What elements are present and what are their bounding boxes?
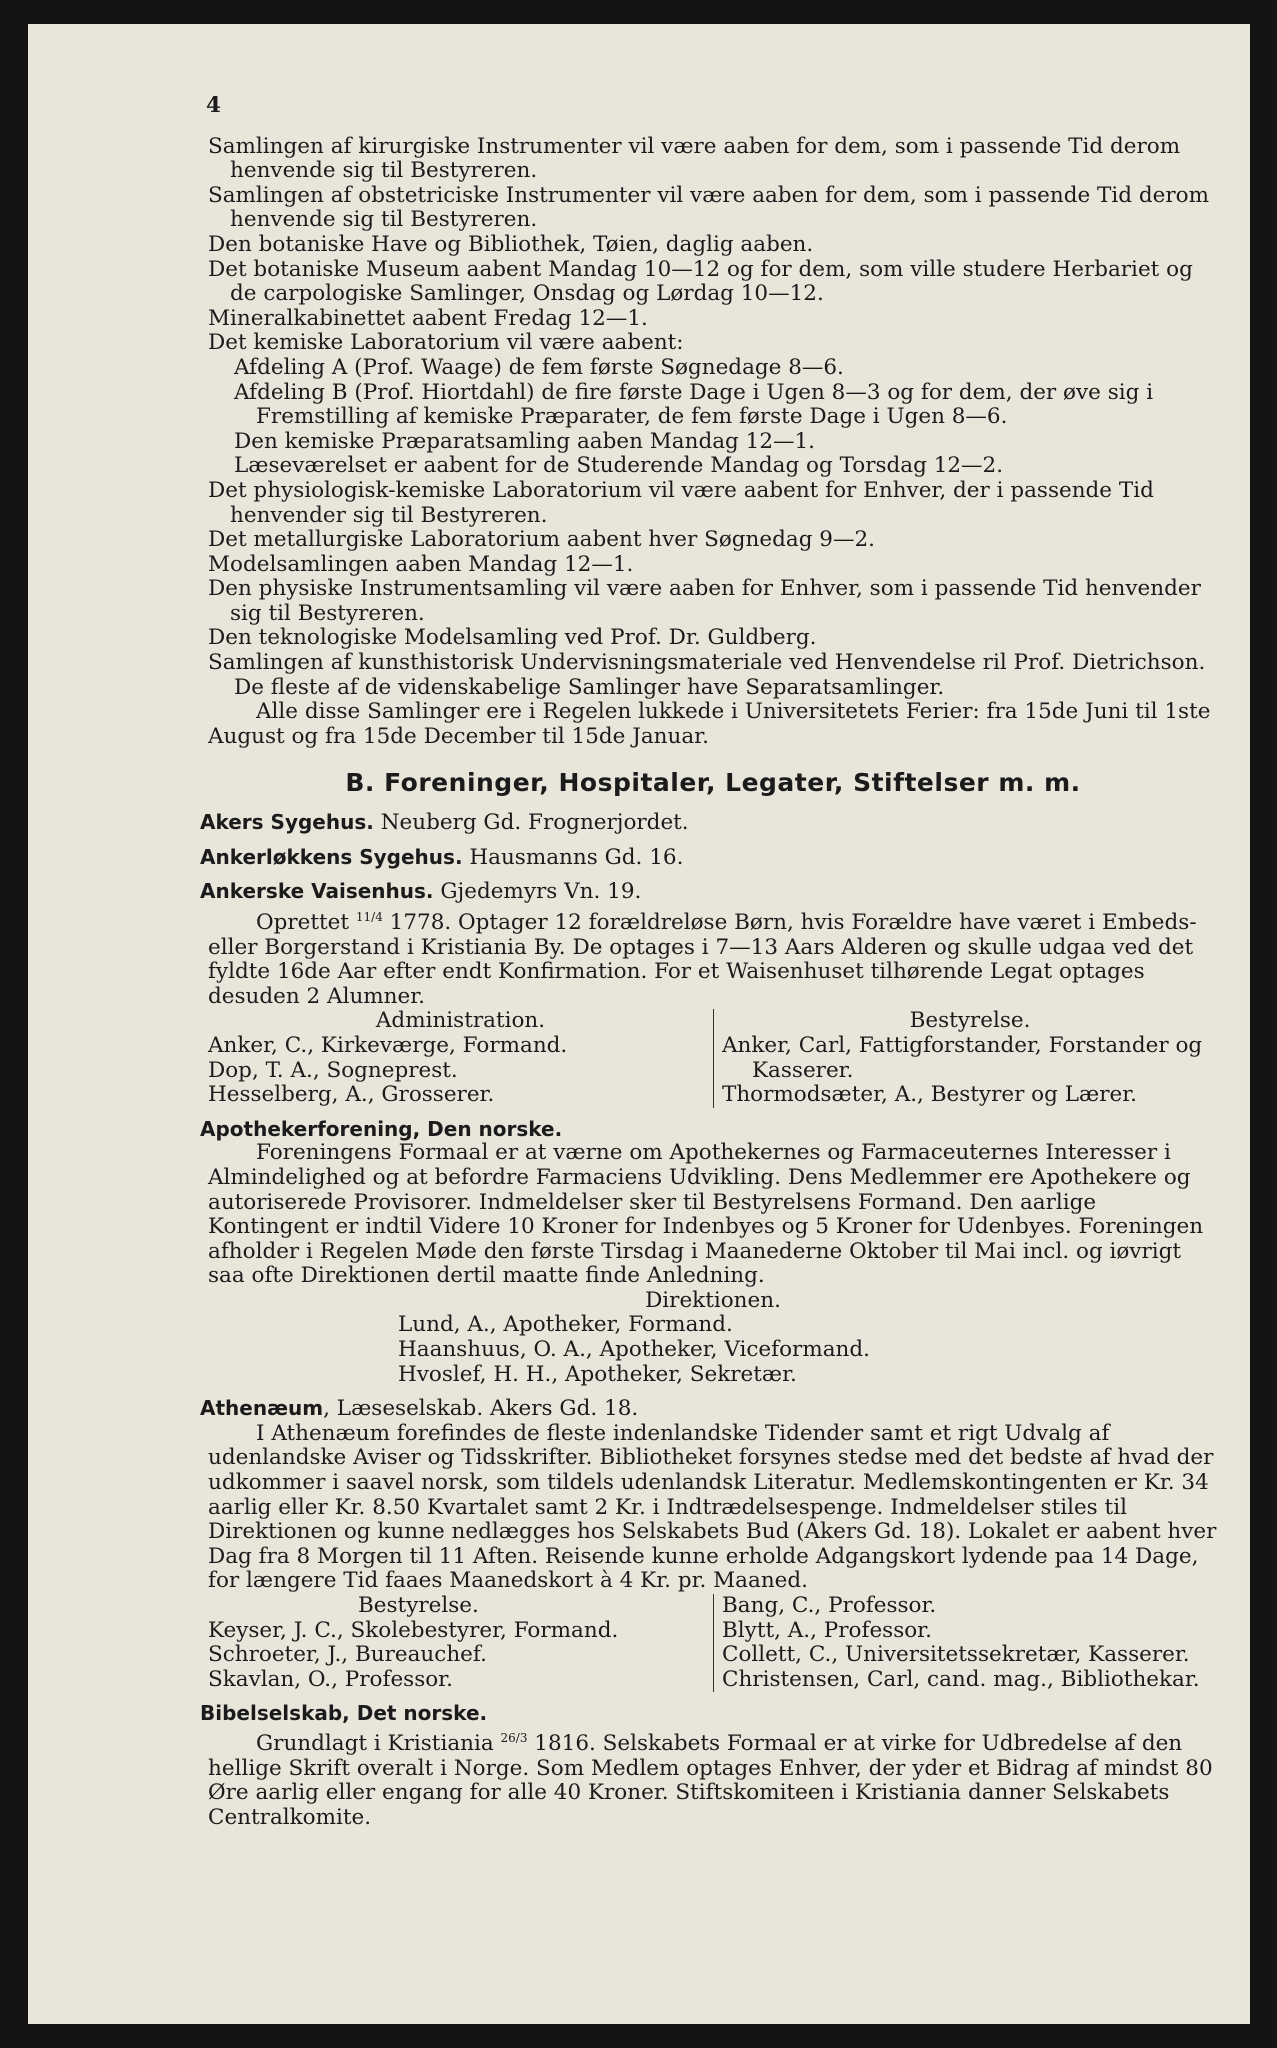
board-columns	[208, 1009, 1218, 1107]
collection-subentry: De fleste af de videnskabelige Samlinger have Separatsamlinger.	[234, 674, 945, 700]
entry-title: Akers Sygehus.	[200, 810, 374, 835]
collection-entry: Modelsamlingen aaben Mandag 12—1.	[208, 551, 634, 577]
bestyrelse-column	[208, 1594, 713, 1692]
entry-subtitle: , Læseselskab. Akers Gd. 18.	[323, 1396, 639, 1422]
collection-entry: Den botaniske Have og Bibliothek, Tøien, daglig aaben.	[208, 231, 814, 257]
entry-akers-sygehus	[200, 810, 1218, 836]
collection-entry: Det kemiske Laboratorium vil være aabent:	[208, 330, 684, 356]
member: Bang, C., Professor.	[722, 1593, 937, 1618]
member: Keyser, J. C., Skolebestyrer, Formand.	[208, 1617, 619, 1643]
member: Blytt, A., Professor.	[722, 1617, 932, 1643]
board-columns	[208, 1594, 1218, 1692]
administration-column	[208, 1009, 713, 1107]
entry-address: Gjedemyrs Vn. 19.	[440, 879, 642, 905]
entry-description: Grundlagt i Kristiania $^{26/3}$ 1816. Selskabets Formaal er at virke for Udbredelse af den hellige Skrift overalt i Norge. Som Medlem optages Enhver, der yder et Bidrag af mindst 80 Øre aarlig eller engang for alle 40 Kroner. Stiftskomiteen i Kristiania danner Selskabets Centralkomite.	[208, 1730, 1213, 1830]
entry-description: I Athenæum forefindes de fleste indenlandske Tidender samt et rigt Udvalg af udenlandske Aviser og Tidsskrifter. Bibliotheket forsynes stedse med det bedste af hvad der udkommer i saavel norsk, som tildels udenlandsk Literatur. Medlemskontingenten er Kr. 34 aarlig eller Kr. 8.50 Kvartalet samt 2 Kr. i Indtrædelsespenge. Indmeldelser stiles til Direktionen og kunne nedlægges hos Selskabets Bud (Akers Gd. 18). Lokalet er aabent hver Dag fra 8 Morgen til 11 Aften. Reisende kunne erholde Adgangskort lydende paa 14 Dage, for længere Tid faaes Maanedskort à 4 Kr. pr. Maaned.	[208, 1420, 1217, 1594]
entry-address: Hausmanns Gd. 16.	[469, 844, 684, 870]
member: Haanshuus, O. A., Apotheker, Viceformand.	[398, 1337, 870, 1363]
page-number: 4	[206, 93, 221, 118]
direktion-heading: Direktionen.	[645, 1287, 781, 1313]
column-heading: Bestyrelse.	[358, 1593, 479, 1618]
members-column	[713, 1594, 1218, 1692]
page-content	[200, 93, 1218, 1831]
entry-title: Ankerske Vaisenhus.	[200, 879, 434, 904]
member: Lund, A., Apotheker, Formand.	[398, 1312, 733, 1338]
entry-description: Foreningens Formaal er at værne om Apothekernes og Farmaceuternes Interesser i Almindelighed og at befordre Farmaciens Udvikling. Dens Medlemmer ere Apothekere og autoriserede Provisorer. Indmeldelser sker til Bestyrelsens Formand. Den aarlige Kontingent er indtil Videre 10 Kroner for Indenbyes og 5 Kroner for Udenbyes. Foreningen afholder i Regelen Møde den første Tirsdag i Maanederne Oktober til Mai incl. og iøvrigt saa ofte Direktionen dertil maatte finde Anledning.	[208, 1140, 1204, 1289]
collection-subentry: Afdeling B (Prof. Hiortdahl) de fire første Dage i Ugen 8—3 og for dem, der øve sig i Fremstilling af kemiske Præparater, de fem første Dage i Ugen 8—6.	[234, 379, 1154, 430]
column-heading: Administration.	[375, 1008, 546, 1034]
entry-ankerlokkens-sygehus	[200, 844, 1218, 871]
member: Schroeter, J., Bureauchef.	[208, 1642, 487, 1668]
collection-subentry: Læseværelset er aabent for de Studerende Mandag og Torsdag 12—2.	[234, 453, 1004, 479]
member: Dop, T. A., Sogneprest.	[208, 1057, 458, 1083]
collection-entry: Mineralkabinettet aabent Fredag 12—1.	[208, 305, 648, 331]
entry-title: Bibelselskab, Det norske.	[200, 1701, 488, 1726]
collection-entry: Det metallurgiske Laboratorium aabent hver Søgnedag 9—2.	[208, 527, 875, 553]
entry-title: Apothekerforening, Den norske.	[200, 1116, 563, 1141]
member: Hvoslef, H. H., Apotheker, Sekretær.	[398, 1361, 797, 1387]
entry-bibelselskab	[200, 1701, 1218, 1830]
entry-title: Ankerløkkens Sygehus.	[200, 844, 463, 869]
entry-ankerske-vaisenhus	[200, 879, 1218, 1108]
member: Christensen, Carl, cand. mag., Bibliothekar.	[722, 1666, 1200, 1692]
collection-subentry: Den kemiske Præparatsamling aaben Mandag 12—1.	[234, 428, 816, 454]
page	[28, 24, 1250, 2024]
collections-closing-note: Alle disse Samlinger ere i Regelen lukkede i Universitetets Ferier: fra 15de Juni til 1ste August og fra 15de December til 15de Januar.	[208, 699, 1211, 749]
member: Skavlan, O., Professor.	[208, 1666, 453, 1692]
collections-list	[208, 135, 1218, 750]
member: Anker, C., Kirkeværge, Formand.	[208, 1032, 568, 1058]
collection-subentry: Afdeling A (Prof. Waage) de fem første Søgnedage 8—6.	[234, 354, 844, 380]
entry-description: Oprettet $^{11/4}$ 1778. Optager 12 forældreløse Børn, hvis Forældre have været i Embeds- eller Borgerstand i Kristiania By. De optages i 7—13 Aars Alderen og skulle udgaa ved det fyldte 16de Aar efter endt Konfirmation. For et Waisenhuset tilhørende Legat optages desuden 2 Alumner.	[208, 909, 1197, 1009]
entry-apothekerforening	[200, 1116, 1218, 1388]
collection-entry: Det physiologisk-kemiske Laboratorium vil være aabent for Enhver, der i passende Tid henvender sig til Bestyreren.	[208, 477, 1154, 528]
entry-address: Neuberg Gd. Frognerjordet.	[380, 810, 689, 836]
member: Hesselberg, A., Grosserer.	[208, 1082, 495, 1108]
collection-entry: Det botaniske Museum aabent Mandag 10—12 og for dem, som ville studere Herbariet og de carpologiske Samlinger, Onsdag og Lørdag 10—12.	[208, 256, 1193, 307]
collection-entry: Samlingen af kunsthistorisk Undervisningsmateriale ved Henvendelse ril Prof. Dietrichson.	[208, 650, 1206, 676]
section-b-heading: B. Foreninger, Hospitaler, Legater, Stiftelser m. m.	[345, 768, 1081, 798]
collection-entry: Samlingen af obstetriciske Instrumenter vil være aaben for dem, som i passende Tid derom henvende sig til Bestyreren.	[208, 182, 1209, 233]
entry-athenaeum	[200, 1396, 1218, 1692]
column-heading: Bestyrelse.	[909, 1008, 1031, 1034]
collection-entry: Den physiske Instrumentsamling vil være aaben for Enhver, som i passende Tid henvender sig til Bestyreren.	[208, 576, 1201, 626]
member: Collett, C., Universitetssekretær, Kasserer.	[722, 1642, 1190, 1668]
member: Anker, Carl, Fattigforstander, Forstander og Kasserer.	[722, 1032, 1203, 1083]
collection-entry: Den teknologiske Modelsamling ved Prof. Dr. Guldberg.	[208, 625, 817, 651]
member: Thormodsæter, A., Bestyrer og Lærer.	[722, 1082, 1137, 1108]
entry-title: Athenæum	[200, 1396, 324, 1421]
collection-entry: Samlingen af kirurgiske Instrumenter vil være aaben for dem, som i passende Tid derom henvende sig til Bestyreren.	[208, 133, 1181, 184]
bestyrelse-column	[713, 1009, 1218, 1107]
